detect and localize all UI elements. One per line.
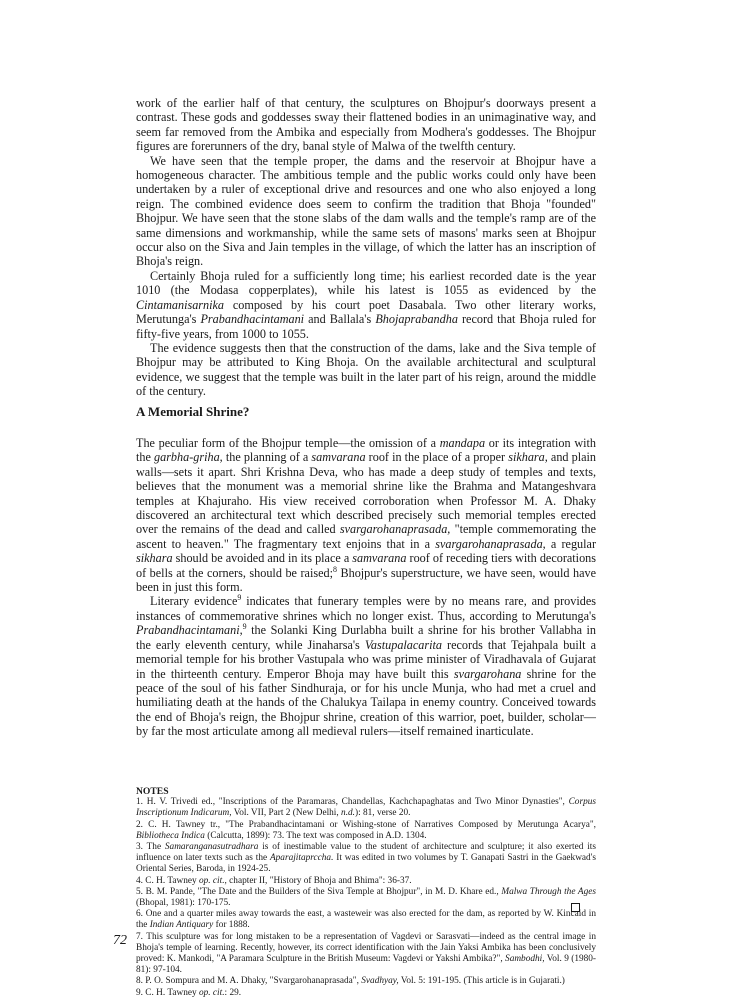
note-item: 6. One and a quarter miles away towards the east, a wasteweir was also erected for the dam, as reported by W. Kincaid in the Indian Antiquary for 1888. (136, 909, 596, 931)
note-item: 9. C. H. Tawney op. cit.: 29. (136, 987, 242, 998)
paragraph: work of the earlier half of that century, the sculptures on Bhojpur's doorways present a contrast. These gods and goddesses sway their flattened bodies in an unimaginative way, and seem far removed from the Ambika and especially from Modhera's goddesses. The Bhojpur figures are forerunners of the dry, banal style of Malwa of the twelfth century. (136, 96, 596, 154)
section-2-body (136, 436, 596, 739)
note-item: 4. C. H. Tawney op. cit., chapter II, "History of Bhoja and Bhima": 36-37. (136, 875, 412, 886)
end-of-article-box-icon (571, 903, 580, 912)
note-item: 8. P. O. Sompura and M. A. Dhaky, "Svargarohanaprasada", Svadhyay, Vol. 5: 191-195. (This article is in Gujarati.) (136, 976, 565, 987)
note-item: 1. H. V. Trivedi ed., "Inscriptions of the Paramaras, Chandellas, Kachchapaghatas and Two Minor Dynasties", Corpus Inscriptionum Indicarum, Vol. VII, Part 2 (New Delhi, n.d.): 81, verse 20. (136, 797, 596, 819)
note-item: 3. The Samaranganasutradhara is of inestimable value to the student of architecture and sculpture; it also exerted its influence on later texts such as the Aparajitaprccha. It was edited in two volumes by T. Ganapati Sastri in the Gaekwad's Oriental Series, Baroda, in 1924-25. (136, 842, 596, 875)
notes-section (136, 786, 596, 999)
paragraph: The evidence suggests then that the construction of the dams, lake and the Siva temple of Bhojpur may be attributed to King Bhoja. On the available architectural and sculptural evidence, we suggest that the temple was built in the later part of his reign, around the middle of the century. (136, 340, 596, 399)
section-heading: A Memorial Shrine? (136, 404, 250, 419)
paragraph: We have seen that the temple proper, the dams and the reservoir at Bhojpur have a homogeneous character. The ambitious temple and the public works could only have been undertaken by a ruler of exceptional drive and resources and one who also enjoyed a long reign. The combined evidence does seem to confirm the tradition that Bhoja "founded" Bhojpur. We have seen that the stone slabs of the dam walls and the temple's ramp are of the same dimensions and workmanship, while the same sets of masons' marks seen at Bhojpur occur also on the Siva and Jain temples in the village, of which the latter has an inscription of Bhoja's reign. (136, 153, 596, 269)
section-1-body (136, 96, 596, 399)
note-item: 2. C. H. Tawney tr., "The Prabandhacintamani or Wishing-stone of Narratives Composed by Merutunga Acarya", Bibliotheca Indica (Calcutta, 1899): 73. The text was composed in A.D. 1304. (136, 819, 596, 841)
paragraph: Literary evidence$^9$ indicates that funerary temples were by no means rare, and provides instances of commemorative shrines which no longer exist. Thus, according to Merutunga's Prabandhacintamani,$^9$ the Solanki King Durlabha built a shrine for his brother Vallabha in the early eleventh century, while Jinaharsa's Vastupalacarita records that Tejahpala built a memorial temple for his brother Vastupala who was prime minister of Viradhavala of Gujarat in the thirteenth century. Emperor Bhoja may have built this svargarohana shrine for the peace of the soul of his father Sindhuraja, or for his uncle Munja, who had met a cruel and humiliating death at the hands of the Chalukya Tailapa in enemy country. Conceived towards the end of Bhoja's reign, the Bhojpur shrine, creation of this warrior, poet, builder, scholar—by far the most articulate among all medieval rulers—itself remained inarticulate. (136, 593, 596, 739)
paragraph: The peculiar form of the Bhojpur temple—the omission of a mandapa or its integration with the garbha-griha, the planning of a samvarana roof in the place of a proper sikhara, and plain walls—sets it apart. Shri Krishna Deva, who has made a deep study of temples and texts, believes that the monument was a memorial shrine like the Brahma and Matangeshvara temples at Khajuraho. His view received corroboration when Professor M. A. Dhaky discovered an architectural text which described precisely such memorial temples erected over the remains of the dead and called svargarohanaprasada, "temple commemorating the ascent to heaven." The fragmentary text enjoins that in a svargarohanaprasada, a regular sikhara should be avoided and in its place a samvarana roof of receding tiers with decorations of bells at the corners, should be raised;$^8$ Bhojpur's superstructure, we have seen, would have been in just this form. (136, 436, 597, 595)
paragraph: Certainly Bhoja ruled for a sufficiently long time; his earliest recorded date is the year 1010 (the Modasa copperplates), while his latest is 1055 as evidenced by the Cintamanisarnika composed by his court poet Dasabala. Two other literary works, Merutunga's Prabandhacintamani and Ballala's Bhojaprabandha record that Bhoja ruled for fifty-five years, from 1000 to 1055. (136, 268, 596, 341)
notes-heading: NOTES (136, 786, 169, 797)
page-number: 72 (113, 933, 127, 948)
note-item: 7. This sculpture was for long mistaken to be a representation of Vagdevi or Sarasvati—indeed as the central image in Bhoja's temple of learning. Recently, however, its correct identification with the Jain Yaksi Ambika has been conclusively proved: K. Mankodi, "A Paramara Sculpture in the British Museum: Vagdevi or Yakshi Ambika?", Sambodhi, Vol. 9 (1980-81): 97-104. (136, 931, 597, 976)
note-item: 5. B. M. Pande, "The Date and the Builders of the Siva Temple at Bhojpur", in M. D. Khare ed., Malwa Through the Ages (Bhopal, 1981): 170-175. (136, 886, 596, 909)
